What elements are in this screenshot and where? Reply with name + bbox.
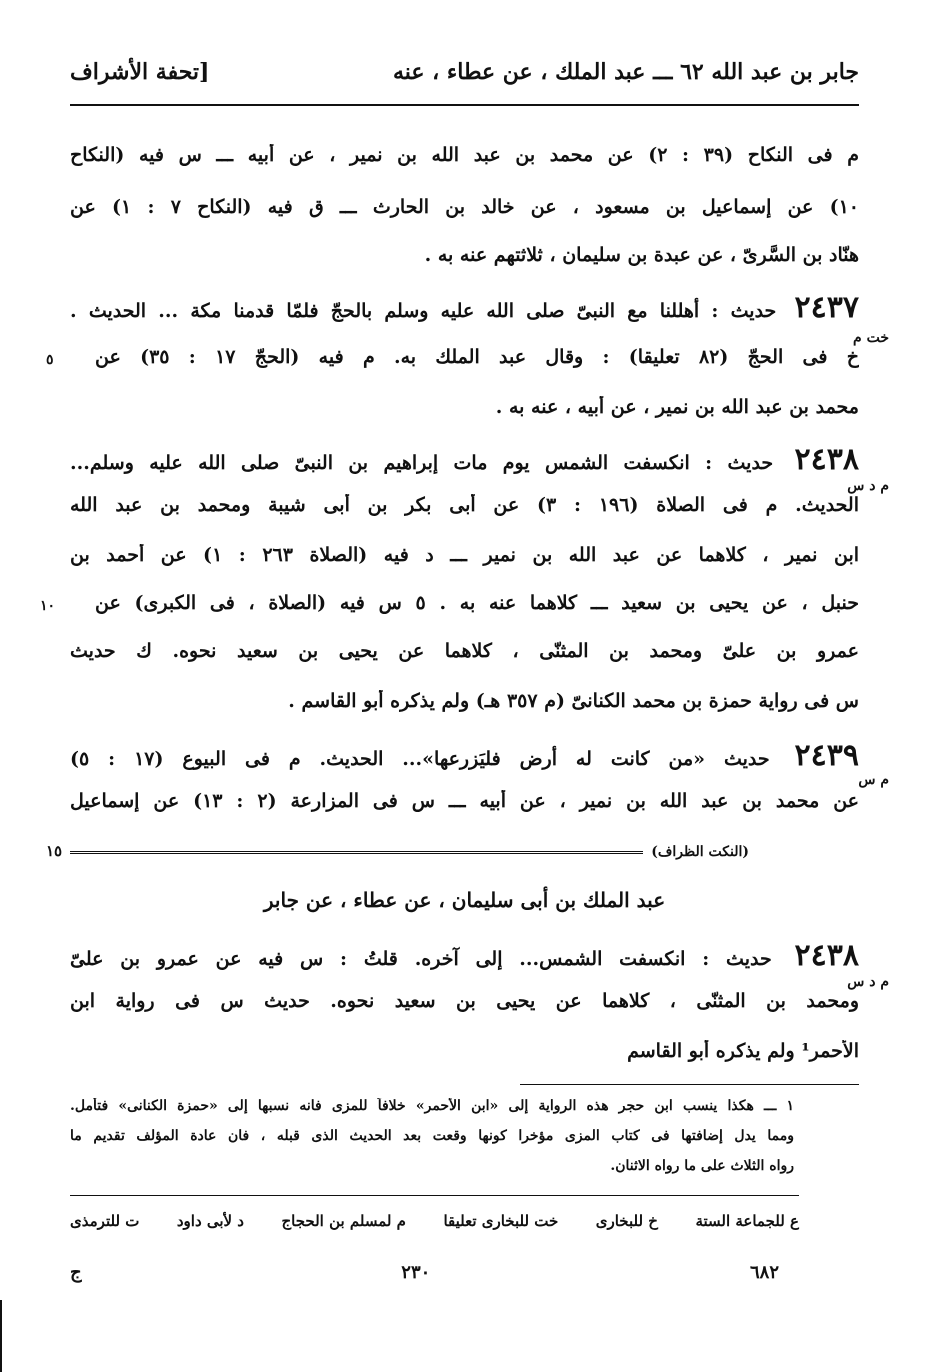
- page-number-center: ٢٣٠: [401, 1262, 431, 1283]
- hadith-number: ٢٤٣٩: [794, 738, 859, 773]
- text-line: محمد بن عبد الله بن نمير ، عن أبيه ، عنه به .: [495, 396, 859, 418]
- text-line: ومحمد بن المثنّى ، كلاهما عن يحيى بن سعيد نحوه. حديث س فى رواية ابن: [70, 990, 859, 1012]
- text-line: عن محمد بن عبد الله بن نمير ، عن أبيه ـــ س فى المزارعة (٢ : ١٣) عن إسماعيل: [70, 790, 859, 812]
- line-number: ١٠: [40, 598, 56, 614]
- margin-sigla: م د س: [847, 478, 889, 494]
- text-line: ابن نمير ، كلاهما عن عبد الله بن نمير ـــ د فيه (الصلاة ٢٦٣ : ١) عن أحمد بن: [70, 544, 859, 566]
- abbreviation: ع للجماعة الستة: [695, 1212, 799, 1230]
- separator-rule: [70, 851, 643, 854]
- footnote-line: ١ ـــ هكذا ينسب ابن حجر هذه الرواية إلى «ابن الأحمر» خلافاً للمزى فانه نسبها إلى «حمزة الكنانى» فتأمل.: [70, 1098, 794, 1114]
- hadith-text: حديث : أهللنا مع النبىّ صلى الله عليه وسلم بالحجّ فلمّا قدمنا مكة ... الحديث .: [70, 300, 777, 322]
- text-line: م فى النكاح (٣٩ : ٢) عن محمد بن عبد الله بن نمير ، عن أبيه ـــ س فيه (النكاح: [70, 144, 859, 166]
- hadith-number: ٢٤٣٨: [794, 442, 859, 477]
- hadith-entry-2437: [70, 290, 859, 325]
- hadith-entry-2438: [70, 442, 859, 477]
- footnote-line: رواه الثلاث على ما رواه الاثنان.: [610, 1158, 794, 1174]
- margin-sigla: م س: [858, 772, 889, 788]
- hadith-text: حديث «من كانت له أرض فليَزرعها»... الحديث. م فى البيوع (١٧ : ٥): [70, 748, 770, 770]
- section-separator: [70, 842, 757, 862]
- text-line: خ فى الحجّ (٨٢ تعليقا) : وقال عبد الملك به. م فيه (الحجّ ١٧ : ٣٥) عن: [95, 346, 859, 368]
- page-footer: [70, 1262, 779, 1283]
- text-line: هنّاد بن السَّرىّ ، عن عبدة بن سليمان ، ثلاثتهم عنه به .: [424, 244, 859, 266]
- text-line: الأحمر¹ ولم يذكره أبو القاسم: [627, 1040, 859, 1062]
- text-line: س فى رواية حمزة بن محمد الكنانىّ (م ٣٥٧ هـ) ولم يذكره أبو القاسم .: [288, 690, 859, 712]
- text-line: حنبل ، عن يحيى بن سعيد ـــ كلاهما عنه به . ٥ س فيه (الصلاة ، فى الكبرى) عن: [95, 592, 859, 614]
- separator-label: (النكت الظراف): [651, 844, 749, 860]
- section-subheading: عبد الملك بن أبى سليمان ، عن عطاء ، عن جابر: [263, 888, 666, 912]
- abbreviations-rule: [70, 1195, 799, 1196]
- margin-sigla: خت م: [853, 330, 889, 346]
- abbreviation: خ للبخارى: [595, 1212, 658, 1230]
- text-line: عمرو بن علىّ ومحمد بن المثنّى ، كلاهما عن يحيى بن سعيد نحوه. ك حديث: [70, 640, 859, 662]
- header-rule: [70, 104, 859, 106]
- abbreviation: د لأبى داود: [176, 1212, 244, 1230]
- abbreviation: خت للبخارى تعليقا: [443, 1212, 559, 1230]
- footnote-rule: [520, 1084, 859, 1085]
- text-line: ١٠) عن إسماعيل بن مسعود ، عن خالد بن الحارث ـــ ق فيه (النكاح ٧ : ١) عن: [70, 196, 859, 218]
- hadith-number: ٢٤٣٧: [794, 290, 859, 325]
- volume-marker: ج: [70, 1262, 82, 1283]
- line-number: ١٥: [46, 842, 63, 860]
- page-number-right: ٦٨٢: [749, 1262, 779, 1283]
- running-header: [70, 52, 859, 92]
- abbreviation: ت للترمذى: [70, 1212, 140, 1230]
- line-number: ٥: [46, 352, 54, 368]
- text-line: الحديث. م فى الصلاة (١٩٦ : ٣) عن أبى بكر بن أبى شيبة ومحمد بن عبد الله: [70, 494, 859, 516]
- hadith-entry-2439: [70, 738, 859, 773]
- margin-sigla: م د س: [847, 974, 889, 990]
- nukat-text: حديث : انكسفت الشمس... إلى آخره. قلتُ : س فيه عن عمرو بن علىّ: [70, 948, 772, 970]
- abbreviation: م لمسلم بن الحجاج: [281, 1212, 406, 1230]
- header-title-right: جابر بن عبد الله ٦٢ ـــ عبد الملك ، عن عطاء ، عنه: [392, 59, 859, 85]
- hadith-text: حديث : انكسفت الشمس يوم مات إبراهيم بن النبىّ صلى الله عليه وسلم...: [70, 452, 774, 474]
- hadith-number: ٢٤٣٨: [794, 938, 859, 973]
- footnote-line: ومما يدل إضافتها فى كتاب المزى مؤخرا كونها وقعت بعد الحديث الذى قبله ، فان عادة المؤلف تقديم ما: [70, 1128, 794, 1144]
- abbreviations-key: [70, 1212, 799, 1230]
- page-edge-mark: [0, 1300, 2, 1372]
- header-title-left: [تحفة الأشراف: [70, 59, 210, 85]
- nukat-entry-2438: [70, 938, 859, 973]
